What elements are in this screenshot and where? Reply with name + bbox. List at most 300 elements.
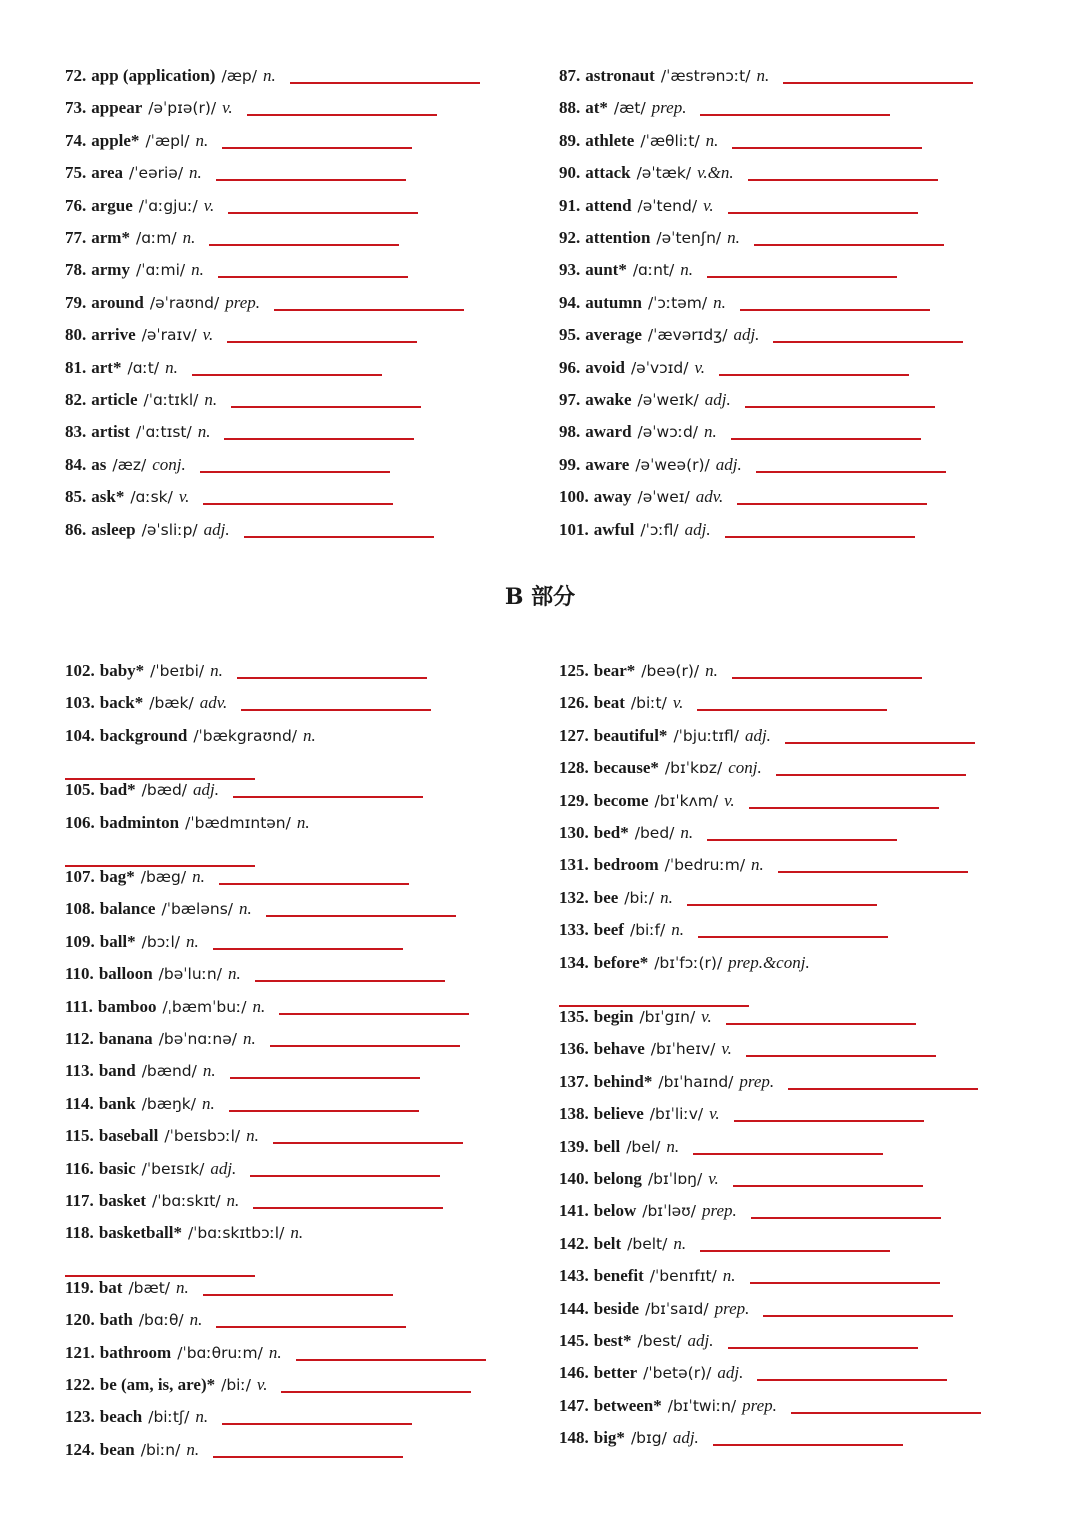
vocab-entry (65, 356, 178, 380)
answer-blank-line[interactable] (233, 796, 423, 798)
entry-phonetic: /ˈbeɪbi/ (150, 662, 205, 680)
entry-phonetic: /ˈbjuːtɪfl/ (673, 726, 739, 745)
entry-phonetic: /bel/ (626, 1137, 661, 1156)
vocab-entry (559, 258, 693, 282)
entry-phonetic: /ˈbedruːm/ (664, 856, 746, 875)
entry-phonetic: /æz/ (112, 455, 147, 474)
entry-word: artist (91, 422, 130, 442)
entry-number: 94. (559, 292, 581, 312)
answer-blank-line[interactable] (707, 839, 897, 841)
entry-word: autumn (585, 292, 642, 312)
entry-word: astronaut (585, 66, 655, 85)
entry-phonetic: /əˈpɪə(r)/ (148, 99, 217, 118)
entry-number: 144. (559, 1298, 589, 1318)
entry-word: beach (99, 1407, 143, 1427)
vocab-entry (559, 1264, 736, 1288)
entry-number: 92. (559, 228, 581, 247)
entry-number: 126. (559, 693, 589, 713)
vocab-entry (65, 291, 260, 315)
entry-part-of-speech: n. (673, 1233, 687, 1253)
entry-word: big* (593, 1428, 625, 1448)
entry-number: 119. (65, 1277, 94, 1297)
entry-phonetic: /bɪˈsaɪd/ (645, 1299, 709, 1318)
entry-phonetic: /ɑːnt/ (632, 261, 675, 280)
entry-part-of-speech: n. (680, 260, 693, 280)
answer-blank-line[interactable] (698, 936, 888, 938)
entry-phonetic: /əˈweə(r)/ (635, 455, 710, 474)
entry-phonetic: /ˈbɑːθruːm/ (177, 1343, 263, 1362)
entry-word: balloon (98, 964, 153, 984)
answer-blank-line[interactable] (700, 1250, 890, 1252)
answer-blank-line[interactable] (274, 309, 464, 311)
entry-part-of-speech: adj. (203, 519, 230, 539)
entry-word: ball* (99, 931, 136, 951)
entry-word: aunt* (585, 260, 627, 280)
entry-part-of-speech: n. (192, 867, 205, 886)
entry-phonetic: /ˈɑːtɪkl/ (143, 391, 199, 409)
entry-phonetic: /bɪˈkɒz/ (664, 759, 723, 778)
entry-part-of-speech: adj. (715, 454, 742, 474)
entry-word: beat (593, 693, 625, 713)
entry-word: bedroom (593, 855, 659, 875)
vocab-entry (65, 811, 310, 835)
vocab-entry (65, 1157, 236, 1181)
vocab-entry (65, 659, 223, 683)
answer-blank-line[interactable] (241, 709, 431, 711)
entry-number: 82. (65, 390, 87, 409)
entry-word: ask* (91, 487, 125, 507)
entry-phonetic: /əˈwɔːd/ (637, 423, 699, 442)
entry-word: athlete (585, 130, 635, 150)
answer-blank-line[interactable] (791, 1412, 981, 1414)
entry-word: attack (585, 163, 631, 183)
answer-blank-line[interactable] (247, 114, 437, 116)
vocab-entry (559, 64, 769, 88)
vocab-entry (65, 930, 199, 954)
answer-blank-line[interactable] (734, 1120, 924, 1122)
entry-part-of-speech: n. (189, 1310, 203, 1330)
answer-blank-line[interactable] (757, 1379, 947, 1381)
entry-number: 103. (65, 693, 95, 713)
vocab-entry (559, 194, 714, 218)
entry-part-of-speech: n. (197, 422, 211, 442)
entry-number: 84. (65, 454, 87, 474)
entry-word: begin (593, 1007, 634, 1026)
entry-word: below (593, 1201, 637, 1221)
answer-blank-line[interactable] (222, 1423, 412, 1425)
entry-number: 117. (65, 1191, 94, 1210)
entry-number: 102. (65, 661, 95, 680)
answer-blank-line[interactable] (778, 871, 968, 873)
entry-word: beautiful* (593, 725, 668, 745)
entry-phonetic: /əˈsliːp/ (141, 520, 198, 539)
entry-number: 147. (559, 1395, 589, 1415)
entry-word: be (am, is, are)* (99, 1375, 216, 1394)
answer-blank-line[interactable] (203, 1294, 393, 1296)
answer-blank-line[interactable] (785, 742, 975, 744)
entry-word: arm* (91, 228, 130, 247)
answer-blank-line[interactable] (218, 276, 408, 278)
vocab-entry (65, 388, 217, 412)
vocab-entry (65, 96, 233, 120)
entry-number: 81. (65, 357, 87, 377)
entry-phonetic: /ˈɑːmi/ (135, 261, 186, 280)
vocab-entry (65, 995, 265, 1019)
entry-phonetic: /ɑːm/ (135, 229, 177, 247)
entry-word: banana (98, 1029, 153, 1048)
answer-blank-line[interactable] (255, 980, 445, 982)
entry-word: beef (593, 920, 624, 940)
vocab-entry (559, 886, 673, 910)
entry-number: 107. (65, 867, 95, 886)
answer-blank-line[interactable] (219, 883, 409, 885)
entry-part-of-speech: n. (186, 1439, 200, 1459)
entry-number: 91. (559, 195, 581, 215)
answer-blank-line[interactable] (745, 406, 935, 408)
entry-word: better (593, 1363, 638, 1383)
answer-blank-line[interactable] (216, 1326, 406, 1328)
entry-phonetic: /ˈbɑːskɪt/ (152, 1192, 221, 1210)
entry-part-of-speech: n. (705, 130, 719, 150)
answer-blank-line[interactable] (216, 179, 406, 181)
answer-blank-line[interactable] (227, 341, 417, 343)
answer-blank-line[interactable] (213, 948, 403, 950)
answer-blank-line[interactable] (776, 774, 966, 776)
entry-phonetic: /ˈɔːtəm/ (647, 293, 708, 312)
entry-phonetic: /biːt/ (630, 694, 667, 713)
entry-number: 118. (65, 1223, 94, 1243)
answer-blank-line[interactable] (290, 82, 480, 84)
answer-blank-line[interactable] (296, 1359, 486, 1361)
entry-number: 134. (559, 952, 589, 972)
entry-part-of-speech: adj. (210, 1158, 237, 1178)
entry-number: 114. (65, 1093, 94, 1113)
vocab-entry (65, 1189, 239, 1213)
entry-number: 93. (559, 260, 581, 280)
entry-word: benefit (593, 1266, 644, 1286)
entry-phonetic: /ˈævərɪdʒ/ (647, 326, 728, 345)
entry-number: 78. (65, 260, 87, 280)
entry-phonetic: /əˈtend/ (637, 196, 698, 215)
answer-blank-line[interactable] (728, 1347, 918, 1349)
entry-number: 112. (65, 1029, 94, 1048)
entry-number: 100. (559, 487, 589, 507)
entry-word: army (91, 260, 130, 280)
entry-part-of-speech: adj. (744, 725, 771, 745)
entry-phonetic: /əˈraʊnd/ (149, 293, 220, 312)
answer-blank-line[interactable] (750, 1282, 940, 1284)
entry-word: between* (593, 1395, 662, 1415)
entry-part-of-speech: n. (243, 1029, 256, 1048)
entry-word: become (593, 790, 649, 810)
entry-part-of-speech: adv. (695, 487, 724, 507)
entry-number: 146. (559, 1363, 589, 1383)
answer-blank-line[interactable] (279, 1013, 469, 1015)
entry-phonetic: /bɪˈlɒŋ/ (647, 1170, 703, 1188)
entry-word: baby* (99, 661, 145, 680)
entry-word: bathroom (99, 1342, 172, 1362)
entry-part-of-speech: n. (268, 1342, 282, 1362)
vocab-entry (559, 323, 759, 347)
entry-phonetic: /ˈæθliːt/ (640, 131, 700, 150)
vocab-entry (65, 691, 227, 715)
answer-blank-line[interactable] (244, 536, 434, 538)
answer-blank-line[interactable] (253, 1207, 443, 1209)
answer-blank-line[interactable] (788, 1088, 978, 1090)
entry-number: 135. (559, 1007, 589, 1026)
vocab-entry (559, 226, 740, 250)
answer-blank-line[interactable] (713, 1444, 903, 1446)
entry-phonetic: /æt/ (613, 99, 646, 118)
entry-number: 138. (559, 1104, 589, 1124)
answer-blank-line[interactable] (732, 677, 922, 679)
vocab-entry (65, 778, 219, 802)
entry-word: balance (99, 899, 156, 919)
entry-part-of-speech: n. (227, 964, 241, 984)
entry-part-of-speech: prep. (714, 1298, 750, 1318)
answer-blank-line[interactable] (222, 147, 412, 149)
entry-phonetic: /bæt/ (128, 1278, 171, 1297)
answer-blank-line[interactable] (200, 471, 390, 473)
vocab-entry (65, 518, 230, 542)
answer-blank-line[interactable] (229, 1110, 419, 1112)
entry-part-of-speech: adj. (704, 390, 731, 409)
entry-word: basketball* (98, 1223, 182, 1243)
answer-blank-line[interactable] (237, 677, 427, 679)
entry-part-of-speech: n. (210, 661, 223, 680)
answer-blank-line[interactable] (719, 374, 909, 376)
answer-blank-line[interactable] (266, 915, 456, 917)
entry-number: 105. (65, 780, 95, 800)
answer-blank-line[interactable] (726, 1023, 916, 1025)
entry-part-of-speech: n. (704, 422, 717, 442)
entry-part-of-speech: n. (191, 260, 204, 280)
vocab-entry (559, 821, 693, 845)
entry-number: 136. (559, 1039, 589, 1059)
entry-phonetic: /ˈbenɪfɪt/ (649, 1267, 717, 1286)
entry-part-of-speech: n. (176, 1277, 189, 1297)
answer-blank-line[interactable] (213, 1456, 403, 1458)
vocab-entry (559, 1394, 777, 1418)
answer-blank-line[interactable] (746, 1055, 936, 1057)
entry-phonetic: /bænd/ (141, 1062, 197, 1081)
entry-part-of-speech: prep.&conj. (728, 952, 810, 972)
entry-part-of-speech: adj. (684, 519, 711, 539)
answer-blank-line[interactable] (733, 1185, 923, 1187)
entry-phonetic: /bɪˈhaɪnd/ (658, 1072, 734, 1091)
entry-part-of-speech: n. (195, 1407, 209, 1427)
entry-part-of-speech: adj. (193, 780, 219, 800)
entry-number: 108. (65, 899, 95, 919)
entry-part-of-speech: v. (703, 195, 714, 215)
entry-number: 113. (65, 1061, 94, 1081)
vocab-entry (65, 724, 316, 748)
entry-number: 129. (559, 790, 589, 810)
entry-number: 76. (65, 195, 87, 215)
entry-phonetic: /bɪˈgɪn/ (639, 1008, 696, 1026)
answer-blank-line[interactable] (693, 1153, 883, 1155)
vocab-entry (65, 962, 241, 986)
entry-phonetic: /bɪˈtwiːn/ (667, 1396, 737, 1415)
entry-phonetic: /bæg/ (140, 868, 187, 886)
entry-part-of-speech: n. (204, 390, 218, 409)
entry-number: 130. (559, 823, 589, 842)
vocab-entry (65, 129, 208, 153)
entry-part-of-speech: n. (182, 228, 196, 247)
entry-part-of-speech: adj. (687, 1331, 714, 1350)
entry-part-of-speech: n. (246, 1126, 259, 1146)
answer-blank-line[interactable] (740, 309, 930, 311)
answer-blank-line[interactable] (203, 503, 393, 505)
entry-number: 141. (559, 1201, 589, 1221)
answer-blank-line[interactable] (273, 1142, 463, 1144)
entry-phonetic: /bɑːθ/ (138, 1311, 184, 1330)
answer-blank-line[interactable] (732, 147, 922, 149)
entry-part-of-speech: adv. (199, 693, 228, 713)
entry-number: 121. (65, 1342, 95, 1362)
answer-blank-line[interactable] (281, 1391, 471, 1393)
entry-word: belong (593, 1169, 642, 1188)
entry-phonetic: /ɑːsk/ (130, 488, 173, 507)
vocab-entry (559, 1135, 679, 1159)
entry-phonetic: /biː/ (221, 1376, 251, 1394)
entry-part-of-speech: adj. (733, 325, 760, 345)
entry-part-of-speech: n. (202, 1093, 215, 1113)
entry-word: aware (585, 454, 630, 474)
entry-word: beside (593, 1298, 640, 1318)
answer-blank-line[interactable] (731, 438, 921, 440)
entry-part-of-speech: n. (666, 1136, 680, 1156)
answer-blank-line[interactable] (697, 709, 887, 711)
entry-word: best* (593, 1331, 632, 1350)
entry-phonetic: /bæŋk/ (141, 1094, 196, 1113)
entry-part-of-speech: v. (701, 1007, 712, 1026)
entry-part-of-speech: prep. (225, 292, 260, 312)
answer-blank-line[interactable] (783, 82, 973, 84)
answer-blank-line[interactable] (728, 212, 918, 214)
entry-word: behind* (593, 1071, 653, 1091)
answer-blank-line[interactable] (228, 212, 418, 214)
entry-phonetic: /bɪg/ (630, 1429, 667, 1448)
entry-word: basic (98, 1158, 136, 1178)
entry-word: back* (99, 693, 144, 713)
entry-part-of-speech: n. (195, 130, 209, 150)
answer-blank-line[interactable] (270, 1045, 460, 1047)
entry-word: believe (593, 1104, 644, 1124)
vocab-entry (559, 485, 723, 509)
entry-phonetic: /əˈweɪ/ (637, 488, 690, 507)
answer-blank-line[interactable] (773, 341, 963, 343)
entry-number: 140. (559, 1169, 589, 1188)
entry-number: 79. (65, 292, 87, 312)
answer-blank-line[interactable] (687, 904, 877, 906)
vocab-entry (65, 1405, 208, 1429)
answer-blank-line[interactable] (749, 807, 939, 809)
answer-blank-line[interactable] (230, 1077, 420, 1079)
entry-phonetic: /ˈeəriə/ (129, 164, 184, 183)
entry-number: 104. (65, 725, 95, 745)
entry-part-of-speech: n. (680, 823, 694, 842)
vocab-entry (65, 258, 204, 282)
answer-blank-line[interactable] (763, 1315, 953, 1317)
answer-blank-line[interactable] (751, 1217, 941, 1219)
answer-blank-line[interactable] (756, 471, 946, 473)
entry-number: 142. (559, 1233, 589, 1253)
vocab-entry (559, 161, 734, 185)
entry-word: argue (91, 195, 133, 215)
entry-phonetic: /ɑːt/ (127, 358, 160, 377)
entry-number: 143. (559, 1266, 589, 1286)
entry-part-of-speech: prep. (742, 1395, 777, 1415)
entry-word: around (91, 292, 144, 312)
entry-phonetic: /ˈbædmɪntən/ (185, 813, 291, 832)
answer-blank-line[interactable] (748, 179, 938, 181)
answer-blank-line[interactable] (224, 438, 414, 440)
entry-word: basket (98, 1191, 147, 1210)
entry-number: 128. (559, 758, 589, 778)
answer-blank-line[interactable] (707, 276, 897, 278)
entry-word: bag* (99, 867, 135, 886)
answer-blank-line[interactable] (725, 536, 915, 538)
entry-word: average (585, 325, 642, 345)
vocab-entry (559, 951, 810, 975)
entry-word: bath (99, 1310, 133, 1330)
entry-number: 131. (559, 855, 589, 875)
entry-number: 109. (65, 931, 95, 951)
entry-word: award (585, 422, 632, 442)
entry-word: appear (91, 98, 143, 118)
entry-word: avoid (585, 357, 625, 377)
entry-phonetic: /bəˈluːn/ (158, 965, 222, 984)
section-title: B 部分 (504, 584, 576, 610)
entry-phonetic: /æp/ (221, 67, 257, 85)
entry-part-of-speech: n. (671, 920, 684, 940)
vocab-entry (559, 96, 686, 120)
entry-part-of-speech: adj. (717, 1363, 744, 1383)
entry-part-of-speech: n. (202, 1061, 216, 1081)
answer-blank-line[interactable] (250, 1175, 440, 1177)
vocab-entry (559, 1005, 712, 1029)
entry-number: 132. (559, 887, 589, 907)
entry-part-of-speech: adj. (672, 1428, 699, 1448)
vocab-entry (559, 1297, 749, 1321)
answer-blank-line[interactable] (737, 503, 927, 505)
entry-number: 85. (65, 487, 87, 507)
entry-word: at* (585, 98, 608, 118)
entry-phonetic: /bæd/ (141, 781, 188, 800)
vocab-entry (65, 1308, 202, 1332)
answer-blank-line[interactable] (700, 114, 890, 116)
entry-phonetic: /ˌbæmˈbuː/ (162, 997, 247, 1016)
entry-part-of-speech: n. (296, 812, 310, 832)
entry-number: 110. (65, 964, 94, 984)
entry-phonetic: /bæk/ (149, 694, 194, 713)
vocab-entry (65, 865, 205, 889)
answer-blank-line[interactable] (231, 406, 421, 408)
answer-blank-line[interactable] (209, 244, 399, 246)
entry-part-of-speech: prep. (739, 1071, 775, 1091)
entry-phonetic: /ˈæpl/ (145, 131, 190, 150)
answer-blank-line[interactable] (754, 244, 944, 246)
entry-phonetic: /bɪˈfɔː(r)/ (654, 953, 723, 972)
entry-word: area (91, 163, 124, 183)
entry-word: apple* (91, 130, 140, 150)
entry-number: 87. (559, 66, 581, 85)
entry-part-of-speech: n. (189, 163, 202, 183)
entry-phonetic: /ˈbeɪsɪk/ (141, 1159, 205, 1178)
vocab-entry (559, 1070, 774, 1094)
answer-blank-line[interactable] (192, 374, 382, 376)
